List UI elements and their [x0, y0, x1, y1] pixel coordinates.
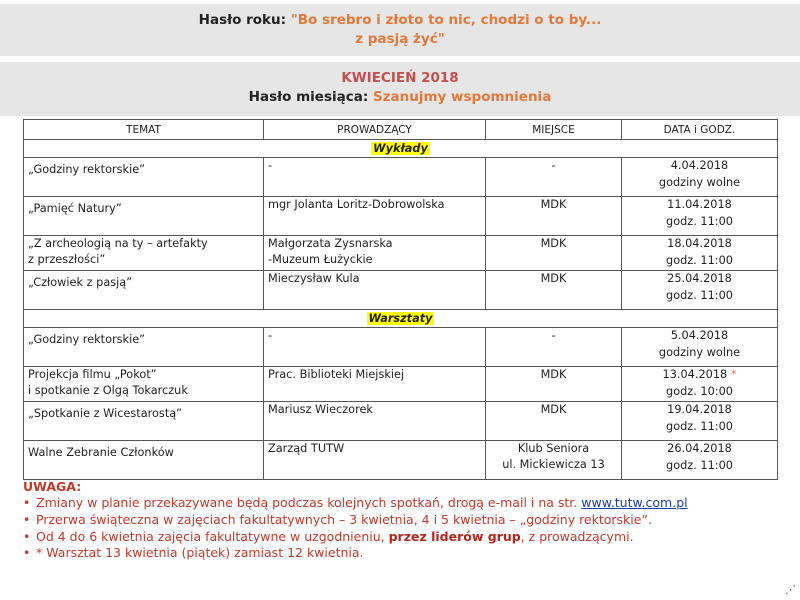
topic-text: Projekcja filmu „Pokot”: [28, 368, 157, 381]
table-header-row: [24, 120, 778, 140]
topic-text: z przeszłości”: [28, 253, 106, 266]
date-cell: [622, 197, 778, 236]
date-cell: [622, 271, 778, 310]
col-header-date: DATA i GODZ.: [622, 120, 778, 140]
leader-cell: [264, 271, 486, 310]
leader-text: Mieczysław Kula: [268, 272, 360, 285]
topic-cell: [24, 158, 264, 197]
date-text: 13.04.2018: [662, 368, 728, 381]
note-bold-text: przez liderów grup: [388, 528, 521, 544]
place-cell: [486, 402, 622, 441]
topic-text: i spotkanie z Olgą Tokarczuk: [28, 384, 188, 397]
note-item: [23, 545, 793, 562]
table-row: [24, 367, 778, 402]
date-text: 26.04.2018: [667, 442, 732, 455]
date-cell: [622, 367, 778, 402]
topic-text: „Człowiek z pasją”: [28, 276, 133, 289]
topic-text: „Godziny rektorskie”: [28, 163, 146, 176]
resize-grip-icon[interactable]: ⋰: [785, 583, 796, 596]
topic-cell: [24, 271, 264, 310]
note-text: Przerwa świąteczna w zajęciach fakultatywnych – 3 kwietnia, 4 i 5 kwietnia – „godziny rektorskie”.: [36, 511, 652, 527]
note-text: , z prowadzącymi.: [520, 528, 634, 544]
year-motto-text-line1: "Bo srebro i złoto to nic, chodzi o to by...: [290, 12, 602, 28]
leader-text: mgr Jolanta Loritz-Dobrowolska: [268, 198, 445, 211]
place-text: MDK: [540, 272, 567, 285]
table-row: [24, 271, 778, 310]
place-text: -: [551, 329, 556, 342]
leader-text: Zarząd TUTW: [268, 442, 345, 455]
section-label-lectures: Wykłady: [373, 142, 428, 155]
date-cell: [622, 158, 778, 197]
place-cell: [486, 328, 622, 367]
section-label-workshops: Warsztaty: [368, 312, 433, 325]
topic-text: „Pamięć Natury”: [28, 202, 122, 215]
date-text: 11.04.2018: [667, 198, 732, 211]
notes-title: UWAGA:: [23, 479, 82, 494]
table-row: [24, 441, 778, 480]
topic-text: Walne Zebranie Członków: [28, 446, 174, 459]
topic-cell: [24, 367, 264, 402]
leader-text: Mariusz Wieczorek: [268, 403, 373, 416]
place-cell: [486, 367, 622, 402]
section-row-lectures: [24, 140, 778, 158]
section-row-workshops: [24, 310, 778, 328]
year-motto-banner: [0, 4, 800, 56]
table-row: [24, 197, 778, 236]
date-text: 19.04.2018: [667, 403, 732, 416]
date-cell: [622, 402, 778, 441]
date-text: godz. 11:00: [666, 214, 733, 228]
topic-cell: [24, 441, 264, 480]
leader-cell: [264, 402, 486, 441]
date-text: godz. 11:00: [666, 458, 733, 472]
topic-cell: [24, 402, 264, 441]
year-motto-text-line2: z pasją żyć": [355, 31, 445, 47]
notes-list: [23, 495, 793, 562]
place-text: MDK: [540, 237, 567, 250]
date-text: 25.04.2018: [667, 272, 732, 285]
place-text: Klub Seniora: [517, 442, 590, 455]
note-text: * Warsztat 13 kwietnia (piątek) zamiast 12 kwietnia.: [36, 545, 364, 561]
date-text: godziny wolne: [658, 345, 741, 359]
col-header-topic: TEMAT: [24, 120, 264, 140]
month-motto-label: Hasło miesiąca:: [248, 89, 369, 105]
col-header-place: MIEJSCE: [486, 120, 622, 140]
note-text: Zmiany w planie przekazywane będą podczas kolejnych spotkań, drogą e-mail i na str.: [36, 495, 582, 510]
place-text: MDK: [540, 368, 567, 381]
date-cell: [622, 328, 778, 367]
leader-text: Małgorzata Zysnarska: [268, 237, 393, 250]
date-cell: [622, 236, 778, 271]
note-item: [23, 529, 793, 546]
place-cell: [486, 441, 622, 480]
note-text: Od 4 do 6 kwietnia zajęcia fakultatywne w uzgodnieniu,: [36, 528, 389, 544]
place-text: MDK: [540, 198, 567, 211]
leader-cell: [264, 328, 486, 367]
place-text: MDK: [540, 403, 567, 416]
place-text: -: [551, 159, 556, 172]
table-row: [24, 236, 778, 271]
leader-cell: [264, 236, 486, 271]
leader-cell: [264, 158, 486, 197]
month-banner: [0, 62, 800, 116]
place-text: ul. Mickiewicza 13: [502, 458, 605, 471]
table-row: [24, 402, 778, 441]
date-text: godz. 10:00: [666, 384, 733, 398]
bullet: •: [23, 495, 31, 510]
topic-text: „Godziny rektorskie”: [28, 333, 146, 346]
table-row: [24, 328, 778, 367]
topic-cell: [24, 328, 264, 367]
topic-text: „Spotkanie z Wicestarostą”: [28, 407, 183, 420]
note-item: [23, 495, 793, 512]
year-motto-label: Hasło roku:: [198, 12, 287, 28]
note-item: [23, 512, 793, 529]
leader-text: -: [268, 159, 273, 172]
topic-cell: [24, 197, 264, 236]
date-text: godziny wolne: [658, 175, 741, 189]
bullet: •: [23, 545, 31, 561]
bullet: •: [23, 528, 31, 544]
leader-text: -Muzeum Łużyckie: [268, 253, 373, 266]
month-title: KWIECIEŃ 2018: [341, 70, 459, 86]
leader-cell: [264, 197, 486, 236]
place-cell: [486, 236, 622, 271]
date-text: 4.04.2018: [670, 159, 729, 172]
leader-text: -: [268, 329, 273, 342]
date-text: godz. 11:00: [666, 253, 733, 267]
topic-text: „Z archeologią na ty – artefakty: [28, 237, 208, 250]
topic-cell: [24, 236, 264, 271]
date-cell: [622, 441, 778, 480]
place-cell: [486, 197, 622, 236]
place-cell: [486, 271, 622, 310]
leader-text: Prac. Biblioteki Miejskiej: [268, 368, 405, 381]
asterisk-mark: *: [730, 368, 737, 381]
website-link[interactable]: www.tutw.com.pl: [581, 495, 688, 510]
schedule-table: [23, 119, 778, 480]
leader-cell: [264, 367, 486, 402]
date-text: godz. 11:00: [666, 419, 733, 433]
col-header-leader: PROWADZĄCY: [264, 120, 486, 140]
leader-cell: [264, 441, 486, 480]
place-cell: [486, 158, 622, 197]
notes-section: [23, 478, 793, 562]
date-text: 18.04.2018: [667, 237, 732, 250]
bullet: •: [23, 511, 31, 527]
table-row: [24, 158, 778, 197]
month-motto-text: Szanujmy wspomnienia: [372, 89, 552, 105]
date-text: 5.04.2018: [670, 329, 729, 342]
date-text: godz. 11:00: [666, 288, 733, 302]
